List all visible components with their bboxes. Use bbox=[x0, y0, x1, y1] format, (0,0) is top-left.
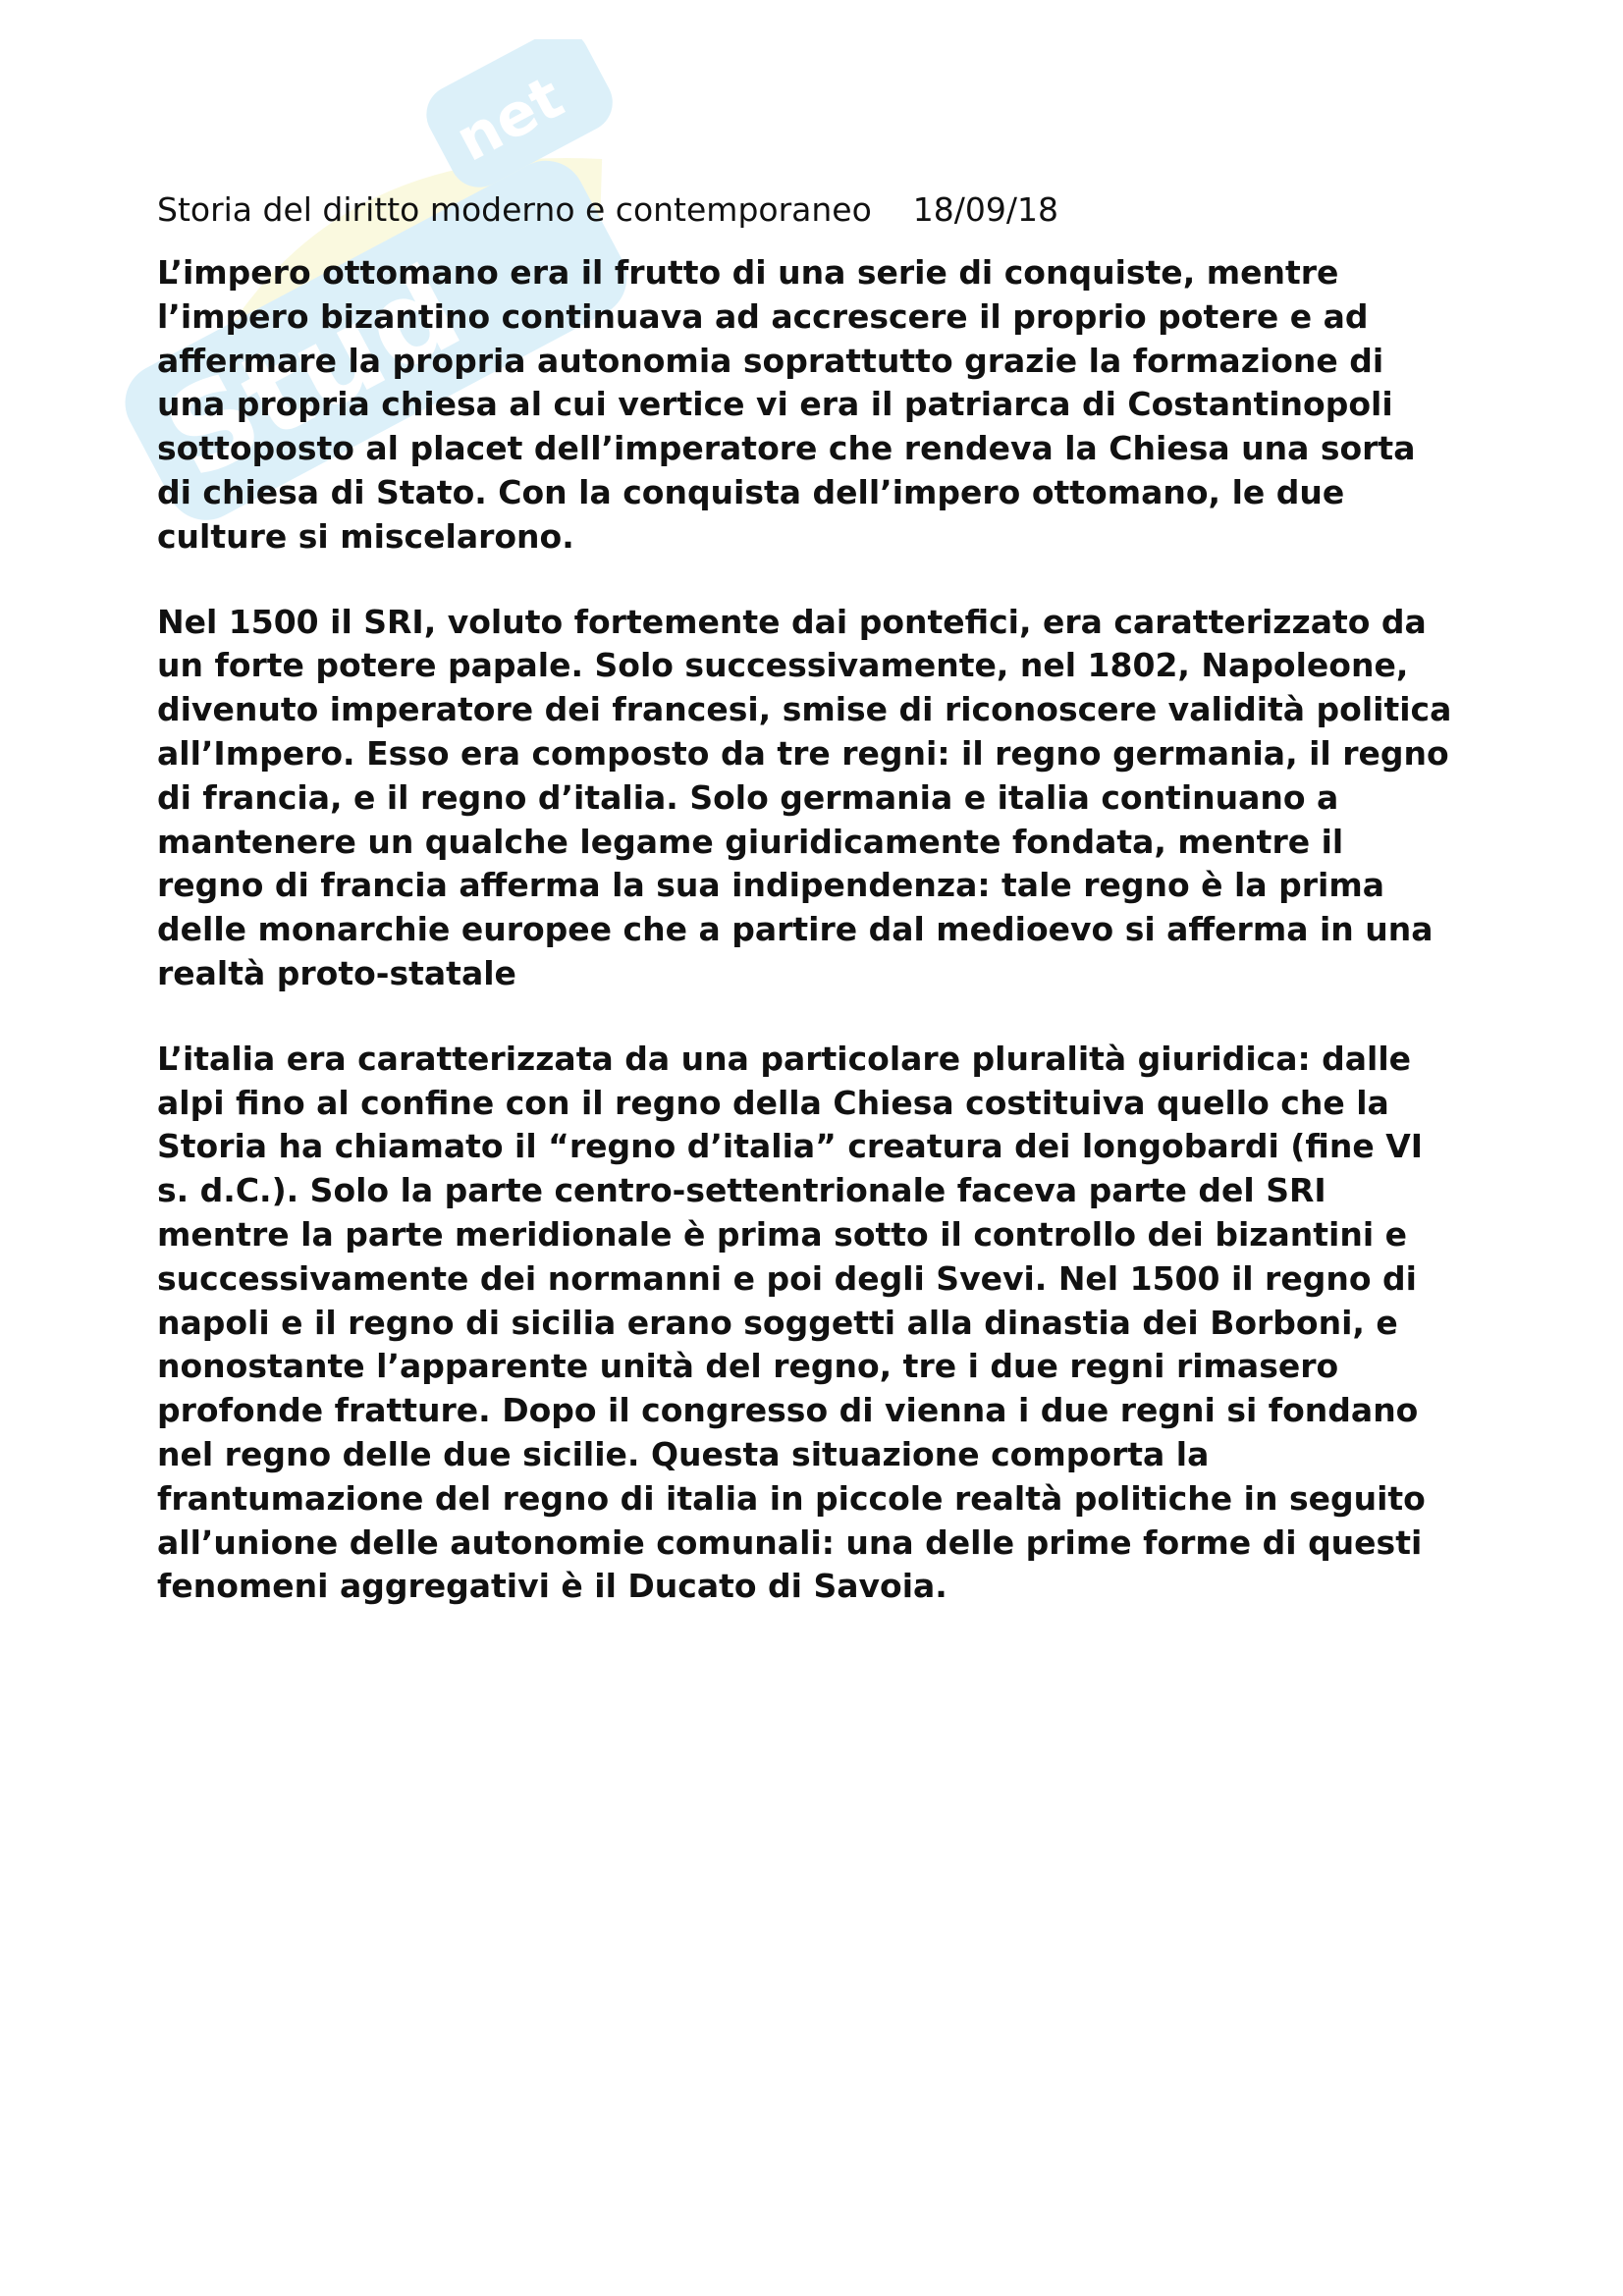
watermark-text: Stud bbox=[143, 240, 482, 507]
document-content bbox=[157, 187, 1492, 1650]
watermark-suffix: net bbox=[445, 63, 575, 176]
document-date: 18/09/18 bbox=[912, 190, 1058, 229]
document-title: Storia del diritto moderno e contemporaneo bbox=[157, 190, 872, 229]
paragraph-2: Nel 1500 il SRI, voluto fortemente dai pontefici, era caratterizzato da un forte potere papale. Solo successivamente, nel 1802, Napoleone, divenuto imperatore dei francesi, smise di riconoscere validità politica all’Impero. Esso era composto da tre regni: il regno germania, il regno di francia, e il regno d’italia. Solo germania e italia continuano a mantenere un qualche legame giuridicamente fondata, mentre il regno di francia afferma la sua indipendenza: tale regno è la prima delle monarchie europee che a partire dal medioevo si afferma in una realtà proto-statale bbox=[157, 602, 1452, 992]
paragraph-3: L’italia era caratterizzata da una particolare pluralità giuridica: dalle alpi fino al confine con il regno della Chiesa costituiva quello che la Storia ha chiamato il “regno d’italia” creatura dei longobardi (fine VI s. d.C.). Solo la parte centro-settentrionale faceva parte del SRI mentre la parte meridionale è prima sotto il controllo dei bizantini e successivamente dei normanni e poi degli Svevi. Nel 1500 il regno di napoli e il regno di sicilia erano soggetti alla dinastia dei Borboni, e nonostante l’apparente unità del regno, tre i due regni rimasero profonde fratture. Dopo il congresso di vienna i due regni si fondano nel regno delle due sicilie. Questa situazione comporta la frantumazione del regno di italia in piccole realtà politiche in seguito all’unione delle autonomie comunali: una delle prime forme di questi fenomeni aggregativi è il Ducato di Savoia. bbox=[157, 1039, 1426, 1606]
document-header bbox=[157, 187, 1492, 234]
paragraph-1: L’impero ottomano era il frutto di una serie di conquiste, mentre l’impero bizantino continuava ad accrescere il proprio potere e ad affermare la propria autonomia soprattutto grazie la formazione di una propria chiesa al cui vertice vi era il patriarca di Costantinopoli sottoposto al placet dell’imperatore che rendeva la Chiesa una sorta di chiesa di Stato. Con la conquista dell’impero ottomano, le due culture si miscelarono. bbox=[157, 253, 1416, 556]
